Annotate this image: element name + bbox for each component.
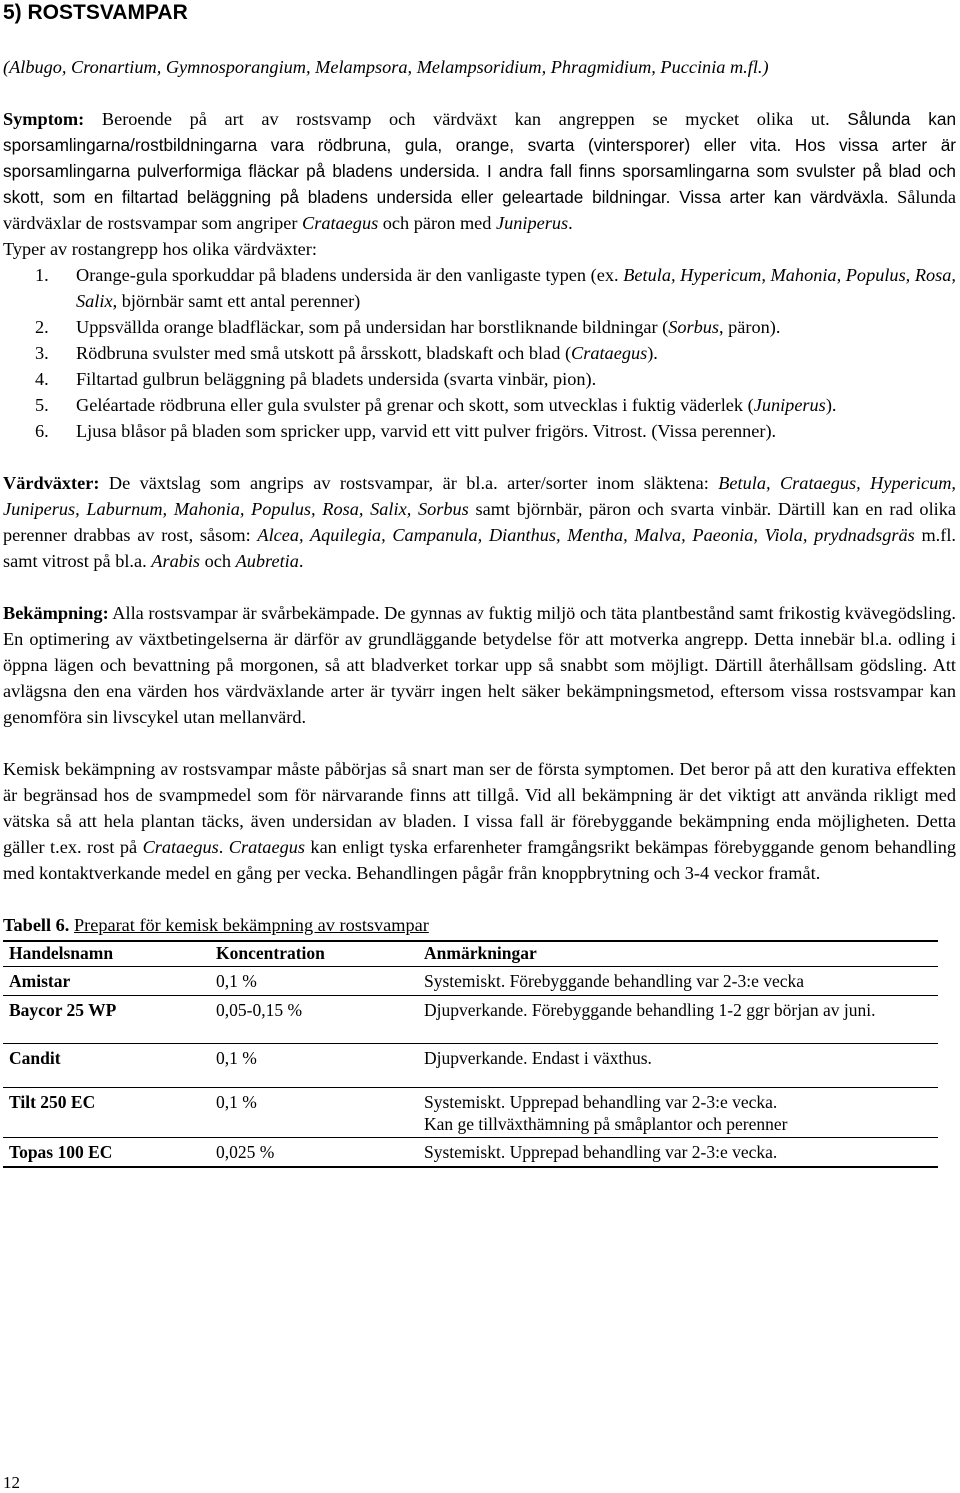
list-item-text: Uppsvällda orange bladfläckar, som på undersidan har borstliknande bildningar (: [76, 317, 669, 337]
chemical-text-3: kan enligt tyska erfarenheter framgångsrikt bekämpas förebyggande genom behandling med kontaktverkande medel en gång per vecka. Behandlingen pågår från knoppbrytning och 3-4 veckor framåt.: [3, 837, 956, 883]
preparations-table: [3, 940, 938, 1168]
list-item: [3, 314, 956, 340]
symptom-crataegus: Crataegus: [302, 213, 379, 233]
list-item-text-tail: , päron).: [719, 317, 781, 337]
hosts-text-5: .: [298, 551, 304, 571]
hosts-genera-1: Betula, Crataegus, Hypericum, Juniperus, Laburnum, Mahonia, Populus, Rosa, Salix, Sorbus: [3, 473, 956, 519]
types-heading: Typer av rostangrepp hos olika värdväxter:: [3, 239, 317, 259]
cell-name: Amistar: [3, 967, 210, 996]
list-item-number: 3.: [35, 343, 49, 363]
control-text: Alla rostsvampar är svårbekämpade. De gynnas av fuktig miljö och täta plantbestånd samt frikostig kvävegödsling. En optimering av växtbetingelserna är därför av grundläggande betydelse för att motverka angrepp. Detta innebär bl.a. odling i öppna lägen och bevattning på morgonen, så att bladverket torkar upp så snabbt som möjligt. Därtill återhållsam gödsling. Att avlägsna den ena värden hos värdväxlande arter är tyvärr ingen helt säker bekämpningsmetod, eftersom vissa rostsvampar kan genomföra sin livscykel utan mellanvärd.: [3, 603, 957, 727]
list-item-number: 5.: [35, 395, 49, 415]
cell-name: Topas 100 EC: [3, 1138, 210, 1168]
symptom-tail-2: och päron med: [382, 213, 492, 233]
symptom-lead: Beroende på art av rostsvamp och värdväxt kan angreppen se mycket olika ut.: [101, 109, 830, 129]
chemical-crataegus-2: Crataegus: [228, 837, 305, 857]
hosts-genera-2: Alcea, Aquilegia, Campanula, Dianthus, Mentha, Malva, Paeonia, Viola, prydnadsgräs: [257, 525, 915, 545]
chemical-text-1: Kemisk bekämpning av rostsvampar måste påbörjas så snart man ser de första symptomen. Det beror på att den kurativa effekten är begränsad hos de svampmedel som för närvarande finns att tillgå. Vid all bekämpning är det viktigt att använda rikligt med vätska så att hela plantan täcks, även undersidan av bladen. I vissa fall är förebyggande bekämpning enda möjligheten. Detta gäller t.ex. rost på: [3, 759, 956, 857]
cell-concentration: 0,1 %: [210, 967, 418, 996]
list-item-italic: Betula, Hypericum, Mahonia, Populus, Rosa, Salix: [76, 265, 957, 311]
hosts-genera-4: Aubretia: [235, 551, 299, 571]
hosts-text-2: samt björnbär, päron och svarta vinbär. Därtill kan en rad olika perenner drabbas av rost, såsom:: [3, 499, 956, 545]
cell-notes: Systemiskt. Förebyggande behandling var 2-3:e vecka: [418, 967, 938, 996]
column-header-concentration: Koncentration: [210, 941, 418, 967]
list-item-number: 1.: [35, 265, 49, 285]
list-item-text: Geléartade rödbruna eller gula svulster på grenar och skott, som utvecklas i fuktig väderlek (: [76, 395, 754, 415]
table-row: [3, 996, 938, 1044]
symptom-juniperus: Juniperus: [496, 213, 569, 233]
symptom-paragraph: [3, 106, 956, 236]
column-header-name: Handelsnamn: [3, 941, 210, 967]
cell-concentration: 0,025 %: [210, 1138, 418, 1168]
symptom-sans-text: Sålunda kan sporsamlingarna/rostbildningarna vara rödbruna, gula, orange, svarta (vintersporer) eller vita. Hos vissa arter är sporsamlingarna pulverformiga fläckar på bladens undersida. I andra fall finns sporsamlingarna som svulster på blad och skott, som en filtartad beläggning på bladens undersida eller geleartade bildningar. Vissa arter kan värdväxla.: [3, 109, 957, 207]
table-row: [3, 1044, 938, 1088]
section-heading: 5) ROSTSVAMPAR: [3, 1, 188, 24]
cell-notes: Systemiskt. Upprepad behandling var 2-3:e vecka.: [418, 1138, 938, 1168]
list-item: [3, 392, 956, 418]
table-row: [3, 1088, 938, 1138]
hosts-label: Värdväxter:: [3, 473, 100, 493]
list-item: [3, 418, 956, 444]
chemical-paragraph: [3, 756, 956, 886]
list-item-number: 4.: [35, 369, 49, 389]
cell-notes-line-1: Systemiskt. Upprepad behandling var 2-3:e vecka.: [424, 1092, 778, 1112]
table-caption-label: Tabell 6.: [3, 915, 70, 935]
hosts-genera-3: Arabis: [151, 551, 201, 571]
list-item-text-tail: ).: [825, 395, 837, 415]
column-header-notes: Anmärkningar: [418, 941, 938, 967]
cell-concentration: 0,1 %: [210, 1044, 418, 1088]
table-row: [3, 967, 938, 996]
symptom-tail-1: Sålunda värdväxlar de rostsvampar som angriper: [3, 187, 956, 233]
table-caption-text: Preparat för kemisk bekämpning av rostsvampar: [73, 915, 429, 935]
list-item: [3, 262, 956, 314]
list-item: [3, 366, 956, 392]
list-item-number: 2.: [35, 317, 49, 337]
cell-notes-line-2: Kan ge tillväxthämning på småplantor och perenner: [424, 1114, 788, 1134]
list-item-text: Rödbruna svulster med små utskott på årsskott, bladskaft och blad (: [76, 343, 572, 363]
cell-notes: [418, 1088, 938, 1138]
list-item-italic: Crataegus: [571, 343, 648, 363]
table-header-row: [3, 941, 938, 967]
hosts-text-3: m.fl. samt vitrost på bl.a.: [3, 525, 956, 571]
list-item-text: Ljusa blåsor på bladen som spricker upp, varvid ett vitt pulver frigörs. Vitrost. (Vissa perenner).: [76, 421, 777, 441]
page-number: 12: [3, 1473, 20, 1492]
types-list: [3, 262, 956, 444]
list-item-text-tail: , björnbär samt ett antal perenner): [112, 291, 361, 311]
list-item-italic: Juniperus: [753, 395, 826, 415]
symptom-tail-3: .: [568, 213, 573, 233]
cell-concentration: 0,05-0,15 %: [210, 996, 418, 1044]
document-page: [3, 0, 956, 1168]
genera-list: (Albugo, Cronartium, Gymnosporangium, Melampsora, Melampsoridium, Phragmidium, Puccinia m.fl.): [3, 57, 769, 77]
control-label: Bekämpning:: [3, 603, 109, 623]
list-item-number: 6.: [35, 421, 49, 441]
hosts-text-1: De växtslag som angrips av rostsvampar, är bl.a. arter/sorter inom släktena:: [108, 473, 709, 493]
control-paragraph: [3, 600, 956, 730]
hosts-paragraph: [3, 470, 956, 574]
list-item: [3, 340, 956, 366]
cell-notes: Djupverkande. Endast i växthus.: [418, 1044, 938, 1088]
chemical-crataegus-1: Crataegus: [142, 837, 219, 857]
cell-concentration: 0,1 %: [210, 1088, 418, 1138]
cell-name: Candit: [3, 1044, 210, 1088]
hosts-text-4: och: [204, 551, 232, 571]
cell-name: Baycor 25 WP: [3, 996, 210, 1044]
list-item-text: Filtartad gulbrun beläggning på bladets undersida (svarta vinbär, pion).: [76, 369, 597, 389]
list-item-italic: Sorbus: [668, 317, 720, 337]
list-item-text: Orange-gula sporkuddar på bladens undersida är den vanligaste typen (ex.: [76, 265, 619, 285]
cell-name: Tilt 250 EC: [3, 1088, 210, 1138]
list-item-text-tail: ).: [647, 343, 658, 363]
chemical-text-2: .: [218, 837, 224, 857]
cell-notes: Djupverkande. Förebyggande behandling 1-2 ggr början av juni.: [418, 996, 938, 1044]
table-row: [3, 1138, 938, 1168]
symptom-label: Symptom:: [3, 109, 85, 129]
table-caption: [3, 912, 956, 938]
